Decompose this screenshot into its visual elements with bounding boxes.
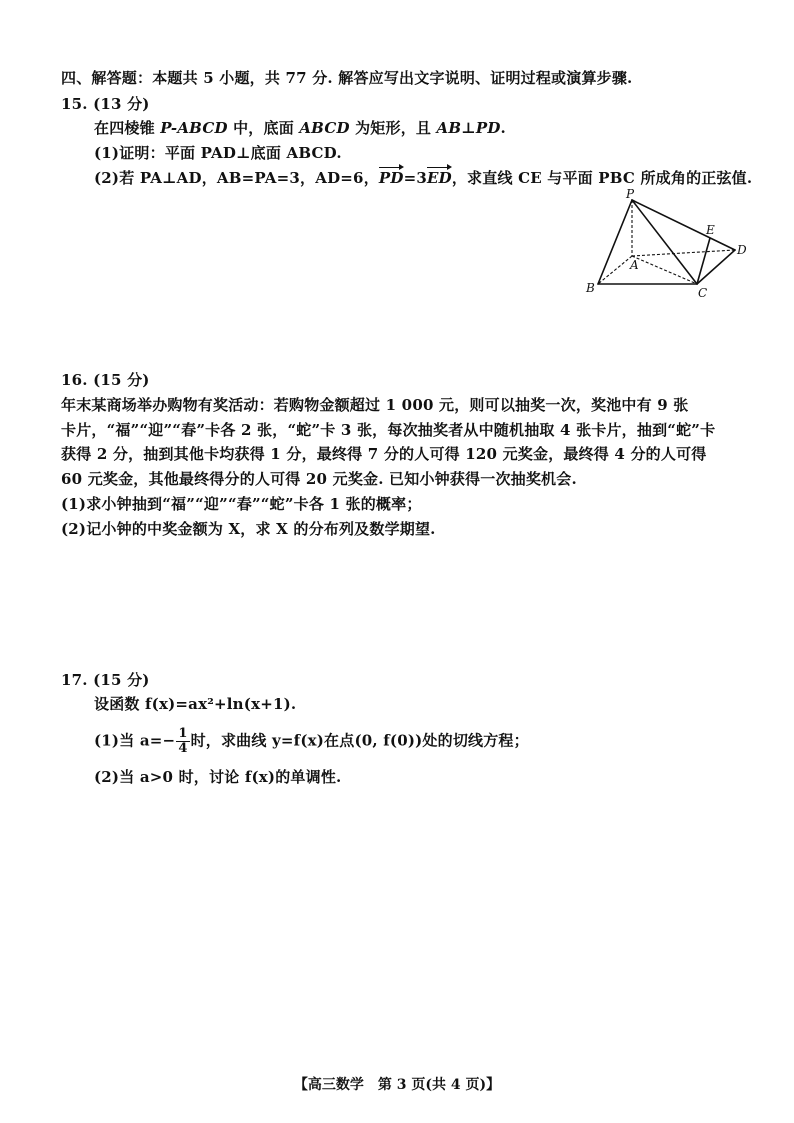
q15-stem bbox=[94, 118, 506, 138]
section-header: 四、解答题：本题共 5 小题，共 77 分. 解答应写出文字说明、证明过程或演算步骤. bbox=[61, 69, 633, 87]
q15-stem-end: . bbox=[500, 119, 506, 137]
q15-stem-base: ABCD bbox=[299, 119, 350, 137]
q17-part2: (2)当 a>0 时，讨论 f(x)的单调性. bbox=[94, 768, 342, 786]
q15-stem-perp: AB⊥PD bbox=[436, 119, 501, 137]
edge-pc bbox=[632, 200, 697, 284]
vector-ed: ED bbox=[427, 169, 452, 187]
q15-part2 bbox=[94, 168, 752, 188]
q15-part2-eq: =3 bbox=[403, 169, 427, 187]
hidden-edge-ad bbox=[632, 250, 735, 256]
q15-part2-tail: ，求直线 CE 与平面 PBC 所成角的正弦值. bbox=[451, 169, 753, 187]
edge-pb bbox=[598, 200, 632, 284]
label-c: C bbox=[698, 286, 708, 298]
edge-pd bbox=[632, 200, 735, 250]
q15-stem-pyramid: P-ABCD bbox=[160, 119, 228, 137]
q15-stem-mid: 中，底面 bbox=[227, 119, 300, 137]
label-a: A bbox=[630, 258, 639, 272]
q17-number: 17. (15 分) bbox=[61, 671, 150, 689]
q15-stem-mid2: 为矩形，且 bbox=[349, 119, 437, 137]
q16-part2: (2)记小钟的中奖金额为 X，求 X 的分布列及数学期望. bbox=[61, 520, 436, 538]
pyramid-figure bbox=[580, 188, 750, 298]
label-b: B bbox=[586, 281, 595, 295]
hidden-edge-ac bbox=[632, 256, 697, 284]
q15-part2-cond: PA⊥AD，AB=PA=3，AD=6， bbox=[139, 169, 379, 187]
label-d: D bbox=[737, 243, 747, 257]
q15-part2-prefix: (2)若 bbox=[94, 169, 140, 187]
q15-part1: (1)证明：平面 PAD⊥底面 ABCD. bbox=[94, 144, 342, 162]
q16-line-4: 60 元奖金，其他最终得分的人可得 20 元奖金. 已知小钟获得一次抽奖机会. bbox=[61, 470, 577, 488]
page-footer: 【高三数学 第 3 页(共 4 页)】 bbox=[293, 1077, 501, 1093]
q17-part1 bbox=[94, 727, 529, 756]
fraction-numerator: 1 bbox=[178, 726, 188, 741]
q17-part1-prefix: (1)当 a=− bbox=[94, 731, 176, 750]
q16-line-2: 卡片，“福”“迎”“春”卡各 2 张，“蛇”卡 3 张，每次抽奖者从中随机抽取 4 张卡片，抽到“蛇”卡 bbox=[61, 421, 716, 439]
q16-line-3: 获得 2 分，抽到其他卡均获得 1 分，最终得 7 分的人可得 120 元奖金，最终得 4 分的人可得 bbox=[61, 445, 707, 463]
q16-number: 16. (15 分) bbox=[61, 371, 150, 389]
segment-ce bbox=[697, 238, 710, 284]
label-p: P bbox=[626, 188, 635, 201]
label-e: E bbox=[706, 223, 715, 237]
edge-cd bbox=[697, 250, 735, 284]
q16-line-1: 年末某商场举办购物有奖活动：若购物金额超过 1 000 元，则可以抽奖一次，奖池中有 9 张 bbox=[61, 396, 689, 414]
fraction-denominator: 4 bbox=[178, 741, 188, 756]
q15-stem-prefix: 在四棱锥 bbox=[94, 119, 161, 137]
q17-stem: 设函数 f(x)=ax²+ln(x+1). bbox=[94, 695, 297, 713]
q15-number: 15. (13 分) bbox=[61, 95, 150, 113]
q17-part1-tail: 时，求曲线 y=f(x)在点(0, f(0))处的切线方程； bbox=[190, 731, 529, 750]
vector-pd: PD bbox=[378, 169, 404, 187]
fraction-one-quarter bbox=[176, 727, 189, 756]
q16-part1: (1)求小钟抽到“福”“迎”“春”“蛇”卡各 1 张的概率； bbox=[61, 495, 422, 513]
